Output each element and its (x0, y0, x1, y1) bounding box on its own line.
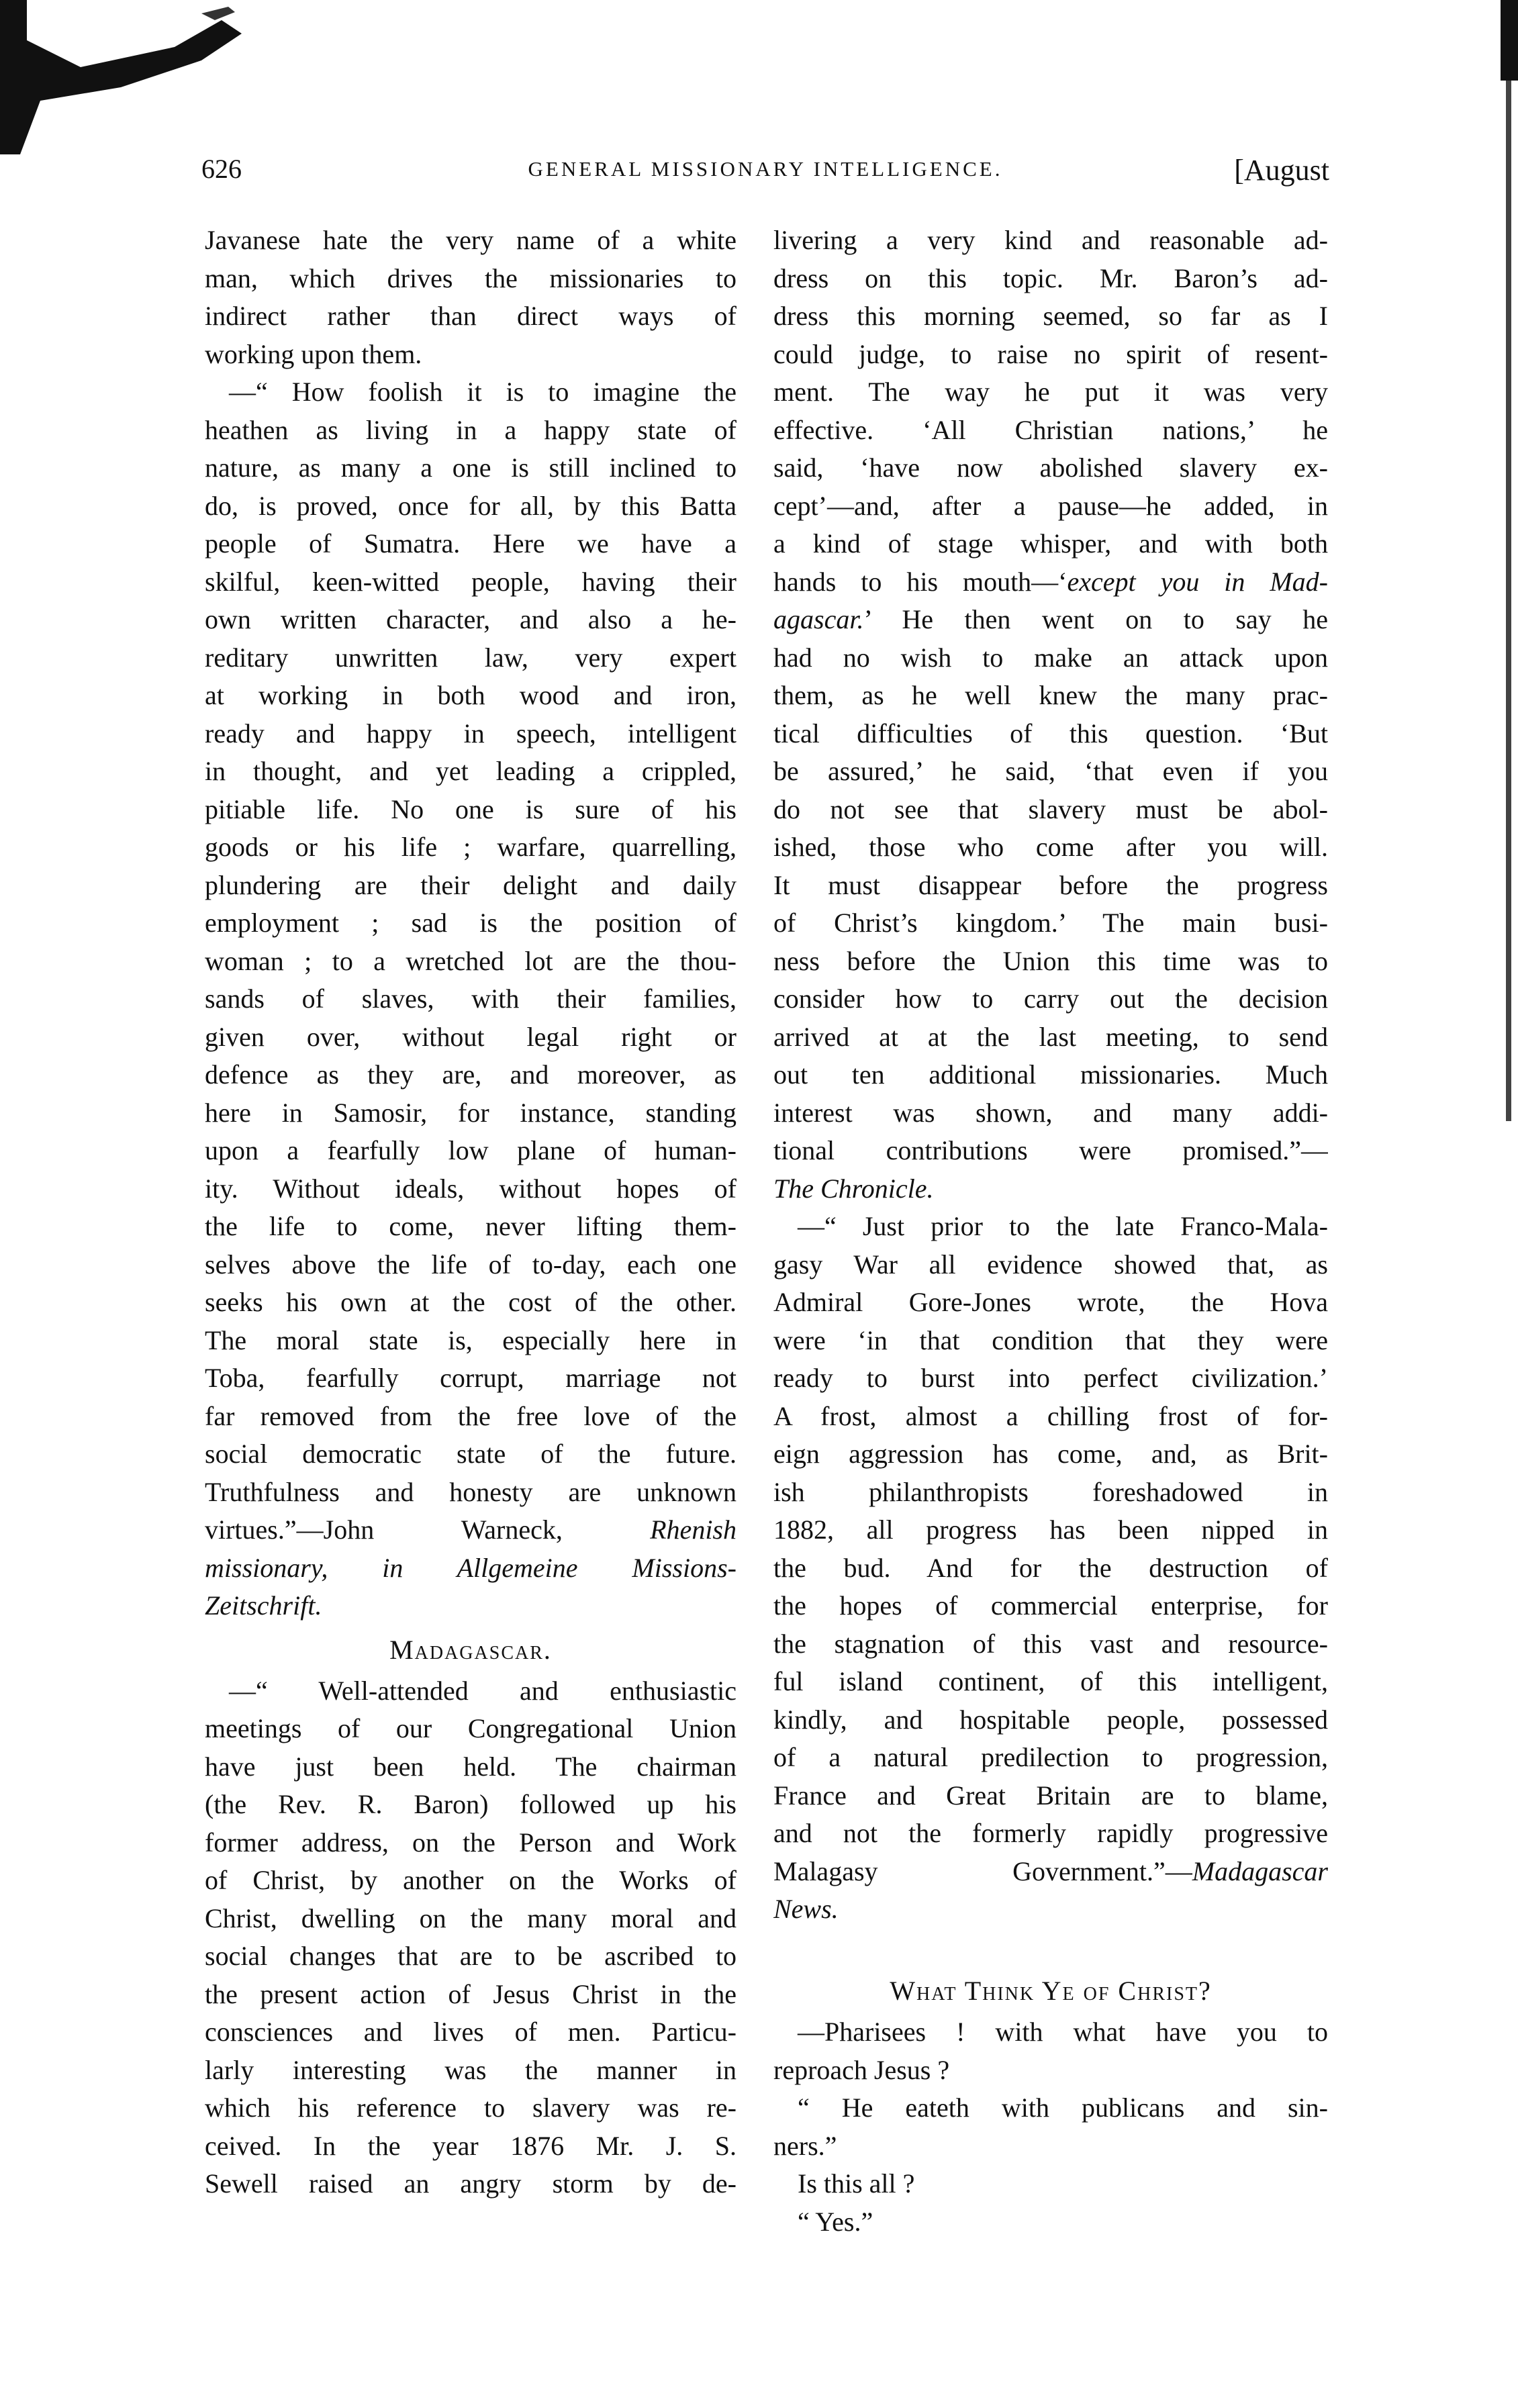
text-line: the stagnation of this vast and resource- (773, 1628, 1328, 1659)
text-line: be assured,’ he said, ‘that even if you (773, 756, 1328, 786)
text-line: 1882, all progress has been nipped in (773, 1514, 1328, 1545)
text-line: own written character, and also a he- (205, 604, 737, 634)
text-line (773, 601, 1328, 639)
running-header (201, 153, 1329, 191)
section-heading: What Think Ye of Christ? (890, 1976, 1212, 2006)
text-line: do, is proved, once for all, by this Batta (205, 490, 737, 521)
text-line: have just been held. The chairman (205, 1751, 737, 1782)
text-line: larly interesting was the manner in (205, 2054, 737, 2085)
text-line: employment ; sad is the position of (205, 908, 737, 938)
text-line: nature, as many a one is still inclined to (205, 452, 737, 483)
right-column (773, 222, 1328, 2241)
text-line: —“ Just prior to the late Franco-Mala- (798, 1211, 1328, 1241)
text-line: social democratic state of the future. (205, 1439, 737, 1469)
text-segment: hands to his mouth—‘ (773, 566, 1068, 597)
text-line (205, 1549, 737, 1588)
text-line: tional contributions were promised.”— (773, 1135, 1328, 1165)
text-line: out ten additional missionaries. Much (773, 1059, 1328, 1090)
italic-text: Zeitschrift. (205, 1590, 322, 1621)
text-line: the present action of Jesus Christ in the (205, 1978, 737, 2009)
text-line: Christ, dwelling on the many moral and (205, 1903, 737, 1933)
text-line: gasy War all evidence showed that, as (773, 1249, 1328, 1280)
paragraph (205, 222, 737, 373)
text-line: woman ; to a wretched lot are the thou- (205, 945, 737, 976)
text-line: —“ How foolish it is to imagine the (229, 377, 737, 407)
italic-text: Madagascar (1192, 1856, 1328, 1886)
text-line: skilful, keen-witted people, having their (205, 566, 737, 597)
paragraph (205, 1672, 737, 2203)
paragraph (205, 373, 737, 1625)
text-line: Truthfulness and honesty are unknown (205, 1476, 737, 1507)
text-line: dress on this topic. Mr. Baron’s ad- (773, 262, 1328, 293)
italic-text: News. (773, 1894, 839, 1924)
text-line: indirect rather than direct ways of (205, 301, 737, 331)
text-line: had no wish to make an attack upon (773, 642, 1328, 673)
text-line: them, as he well knew the many prac- (773, 680, 1328, 710)
text-line: reditary unwritten law, very expert (205, 642, 737, 673)
text-line: selves above the life of to-day, each one (205, 1249, 737, 1280)
text-line: It must disappear before the progress (773, 869, 1328, 900)
text-line: the bud. And for the destruction of (773, 1552, 1328, 1583)
text-line (773, 563, 1328, 601)
text-line: and not the formerly rapidly progressive (773, 1818, 1328, 1848)
paragraph (773, 2165, 1328, 2203)
text-line: arrived at at the last meeting, to send (773, 1021, 1328, 1052)
paragraph (773, 1208, 1328, 1929)
text-line: ish philanthropists foreshadowed in (773, 1476, 1328, 1507)
text-segment: ’ He then went on to say he (863, 604, 1328, 634)
italic-text: agascar. (773, 604, 864, 634)
italic-text: missionary, in Allgemeine Missions- (205, 1552, 737, 1583)
text-line: a kind of stage whisper, and with both (773, 528, 1328, 559)
text-line: plundering are their delight and daily (205, 869, 737, 900)
italic-text: The Chronicle. (773, 1173, 934, 1204)
italic-text: Rhenish (650, 1514, 737, 1545)
text-line: (the Rev. R. Baron) followed up his (205, 1789, 737, 1819)
text-line: pitiable life. No one is sure of his (205, 793, 737, 824)
text-line: ful island continent, of this intelligent, (773, 1666, 1328, 1696)
paragraph (773, 2089, 1328, 2165)
text-line: of Christ, by another on the Works of (205, 1865, 737, 1895)
text-line: seeks his own at the cost of the other. (205, 1287, 737, 1317)
text-line: ness before the Union this time was to (773, 945, 1328, 976)
text-line: said, ‘have now abolished slavery ex- (773, 452, 1328, 483)
text-line: man, which drives the missionaries to (205, 262, 737, 293)
text-line (205, 1587, 737, 1625)
text-line: could judge, to raise no spirit of resent- (773, 338, 1328, 369)
text-line (773, 1170, 1328, 1208)
text-line: social changes that are to be ascribed to (205, 1941, 737, 1971)
left-column (205, 222, 737, 2203)
text-line: —Pharisees ! with what have you to (798, 2017, 1328, 2047)
text-line: the life to come, never lifting them- (205, 1211, 737, 1241)
text-line: eign aggression has come, and, as Brit- (773, 1439, 1328, 1469)
text-line: here in Samosir, for instance, standing (205, 1097, 737, 1128)
text-line: interest was shown, and many addi- (773, 1097, 1328, 1128)
text-line (205, 1511, 737, 1549)
text-line: in thought, and yet leading a crippled, (205, 756, 737, 786)
text-line: reproach Jesus ? (773, 2054, 950, 2085)
text-segment: Malagasy Government.”— (773, 1856, 1192, 1886)
text-line: sands of slaves, with their families, (205, 983, 737, 1014)
spacer (773, 1929, 1328, 1967)
text-segment: virtues.”—John Warneck, (205, 1514, 651, 1545)
text-line: dress this morning seemed, so far as I (773, 301, 1328, 331)
text-line: given over, without legal right or (205, 1021, 737, 1052)
text-line: livering a very kind and reasonable ad- (773, 225, 1328, 255)
text-line: Javanese hate the very name of a white (205, 225, 737, 255)
text-line: of a natural predilection to progression, (773, 1742, 1328, 1772)
text-line: tical difficulties of this question. ‘But (773, 718, 1328, 749)
text-line: ity. Without ideals, without hopes of (205, 1173, 737, 1204)
text-line: upon a fearfully low plane of human- (205, 1135, 737, 1165)
header-month: [August (1234, 154, 1329, 187)
text-line: A frost, almost a chilling frost of for- (773, 1400, 1328, 1431)
text-line: ners.” (773, 2130, 837, 2161)
text-line: goods or his life ; warfare, quarrelling, (205, 832, 737, 862)
text-line: far removed from the free love of the (205, 1400, 737, 1431)
text-line: consider how to carry out the decision (773, 983, 1328, 1014)
text-line: cept’—and, after a pause—he added, in (773, 490, 1328, 521)
text-line: people of Sumatra. Here we have a (205, 528, 737, 559)
text-line: France and Great Britain are to blame, (773, 1780, 1328, 1811)
text-line: ready to burst into perfect civilization.’ (773, 1363, 1328, 1393)
text-line: ment. The way he put it was very (773, 377, 1328, 407)
text-line: “ Yes.” (798, 2206, 873, 2237)
text-line: Admiral Gore-Jones wrote, the Hova (773, 1287, 1328, 1317)
scan-edge (1501, 0, 1518, 81)
text-line (773, 1853, 1328, 1891)
text-line: kindly, and hospitable people, possessed (773, 1704, 1328, 1735)
text-line: —“ Well-attended and enthusiastic (229, 1675, 737, 1706)
text-line: at working in both wood and iron, (205, 680, 737, 710)
italic-text: except you in Mad- (1067, 566, 1328, 597)
text-line: Toba, fearfully corrupt, marriage not (205, 1363, 737, 1393)
text-line: of Christ’s kingdom.’ The main busi- (773, 908, 1328, 938)
text-line: ready and happy in speech, intelligent (205, 718, 737, 749)
paragraph (773, 222, 1328, 1208)
text-line: meetings of our Congregational Union (205, 1713, 737, 1743)
section-heading: Madagascar. (389, 1634, 552, 1665)
text-line: do not see that slavery must be abol- (773, 793, 1328, 824)
text-line: consciences and lives of men. Particu- (205, 2017, 737, 2047)
text-line: which his reference to slavery was re- (205, 2092, 737, 2123)
text-line: former address, on the Person and Work (205, 1827, 737, 1858)
text-line: ished, those who come after you will. (773, 832, 1328, 862)
scan-edge-line (1506, 81, 1511, 1121)
text-line: the hopes of commercial enterprise, for (773, 1590, 1328, 1621)
text-line: working upon them. (205, 338, 422, 369)
page-number: 626 (201, 154, 242, 184)
text-line: defence as they are, and moreover, as (205, 1059, 737, 1090)
text-line: Sewell raised an angry storm by de- (205, 2168, 737, 2199)
text-line: heathen as living in a happy state of (205, 414, 737, 445)
text-line: effective. ‘All Christian nations,’ he (773, 414, 1328, 445)
paragraph (773, 2203, 1328, 2242)
paragraph (773, 2013, 1328, 2089)
text-line (773, 1890, 1328, 1929)
text-line: The moral state is, especially here in (205, 1325, 737, 1355)
text-line: ceived. In the year 1876 Mr. J. S. (205, 2130, 737, 2161)
text-line: Is this all ? (798, 2168, 915, 2199)
text-line: were ‘in that condition that they were (773, 1325, 1328, 1355)
text-line: “ He eateth with publicans and sin- (798, 2092, 1328, 2123)
scan-artifact (0, 0, 282, 154)
running-title: GENERAL MISSIONARY INTELLIGENCE. (528, 157, 1003, 181)
